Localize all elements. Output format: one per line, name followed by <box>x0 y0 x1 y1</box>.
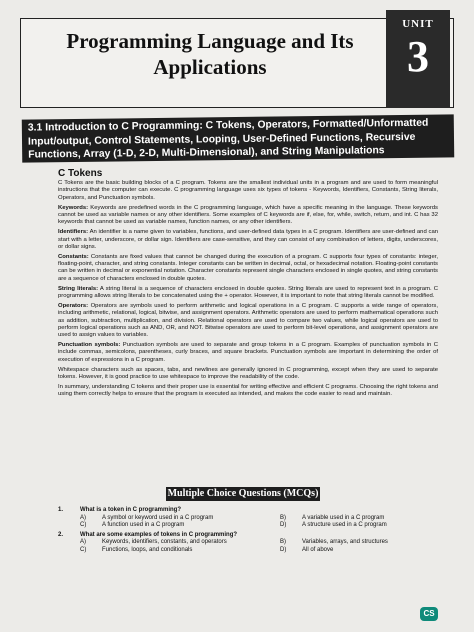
question-text: What is a token in C programming? <box>80 507 182 513</box>
option-letter: B) <box>280 514 286 521</box>
token-paragraph <box>58 384 438 398</box>
question-text: What are some examples of tokens in C programming? <box>80 531 238 538</box>
unit-title-line2: Applications <box>153 55 267 79</box>
option-letter: C) <box>80 546 87 553</box>
token-text: Constants are fixed values that cannot be changed during the execution of a program. C supports four types of constants: integer, floating-point, character, and string constants. Integer constants can be written in decimal, octal, or hexadecimal notation. Floating-point constants can be written in decimal or exponential notation. Character constants represent single characters enclosed in single quotes, and string constants are a sequence of characters enclosed in double quotes. <box>58 254 438 282</box>
token-paragraph <box>58 229 438 251</box>
token-paragraph <box>58 254 438 283</box>
option-letter: B) <box>280 539 286 546</box>
token-text: Operators are symbols used to perform arithmetic and logical operations in a C program. C supports a wide range of operators, including arithmetic, relational, logical, bitwise, and assignment operators. Arithmetic operators are used to perform mathematical operations such as addition, subtraction, multiplication, and division. Relational operators are used to compare two values, while logical operators are used to perform logical operations such as AND, OR, and NOT. Bitwise operators are used to perform bit-level operations, and assignment operators are used to assign values to variables. <box>58 303 438 339</box>
token-text: Keywords are predefined words in the C programming language, which have a specific meaning in the language. These keywords cannot be used as variable names or any other identifiers. Some examples of C keywords are if, else, for, while, switch, return, and int. C has 32 keywords that cannot be used as variable names, function names, or any other identifiers. <box>58 204 438 226</box>
token-text: In summary, understanding C tokens and their proper use is essential for writing effective and efficient C programs. Choosing the right tokens and using them correctly helps to ensure that the program is executed as intended, and makes the code easier to read and maintain. <box>58 384 438 398</box>
mcq-question <box>58 507 438 515</box>
option-text: A function used in a C program <box>102 522 185 529</box>
mcq-heading: Multiple Choice Questions (MCQs) <box>167 488 319 499</box>
token-text: Whitespace characters such as spaces, tabs, and newlines are generally ignored in C programming, except when they are used to separate tokens. However, it is good practice to use whitespace to improve the readability of the code. <box>58 366 438 381</box>
token-paragraph <box>58 205 438 227</box>
token-paragraph <box>58 303 438 339</box>
unit-label: UNIT <box>402 18 434 30</box>
c-tokens-heading: C Tokens <box>58 168 103 179</box>
mcq-question <box>58 532 438 540</box>
option-letter: A) <box>80 514 86 521</box>
option-text: A symbol or keyword used in a C program <box>102 514 214 521</box>
token-term: Keywords: <box>58 204 89 211</box>
c-tokens-section <box>58 170 438 402</box>
token-text: An identifier is a name given to variables, functions, and user-defined data types in a C program. Identifiers are user-defined and can start with a letter, underscore, or dollar sign. Identifiers are case-sensitive, and they can consist of any combination of letters, digits, underscores, or dollar signs. <box>58 229 438 250</box>
unit-number-tab <box>386 10 450 108</box>
section-heading: 3.1 Introduction to C Programming: C Tokens, Operators, Formatted/Unformatted Input/output, Control Statements, Looping, User-Defined Functions, Recursive Functions, Array (1-D, 2-D, Multi-Dimensional), and String Manipulations <box>22 114 454 162</box>
token-text: Punctuation symbols are used to separate and group tokens in a C program. Examples of punctuation symbols in C include commas, semicolons, parentheses, curly braces, and square brackets. Punctuation symbols are important in determining the order of execution of expressions in a C program. <box>58 342 438 363</box>
unit-title-line1: Programming Language and Its <box>66 29 354 53</box>
c-tokens-paragraphs <box>58 205 438 399</box>
option-text: A structure used in a C program <box>302 522 387 529</box>
question-number: 2. <box>58 531 64 538</box>
option-text: Functions, loops, and conditionals <box>102 546 193 553</box>
c-tokens-intro: C Tokens are the basic building blocks of a C program. Tokens are the smallest individual units in a program and are used to form meaningful instructions that the computer can execute. C programming language uses six types of tokens - Keywords, Identifiers, Constants, String literals, Operators, and Punctuation symbols. <box>58 180 438 201</box>
token-term: Punctuation symbols: <box>58 342 121 349</box>
option-letter: D) <box>280 546 287 553</box>
mcq-options <box>80 515 438 530</box>
mcq-options <box>80 539 438 554</box>
token-paragraph <box>58 342 438 364</box>
option-text: Variables, arrays, and structures <box>302 539 388 546</box>
token-term: String literals: <box>58 285 99 292</box>
token-term: Constants: <box>58 254 89 261</box>
option-letter: D) <box>280 522 287 529</box>
option-text: Keywords, identifiers, constants, and operators <box>102 539 227 546</box>
token-paragraph <box>58 286 438 300</box>
question-number: 1. <box>58 507 64 513</box>
camscanner-badge: CS <box>420 607 438 621</box>
unit-number: 3 <box>407 32 429 81</box>
option-letter: C) <box>80 522 87 529</box>
token-paragraph <box>58 367 438 381</box>
token-term: Operators: <box>58 303 89 310</box>
option-letter: A) <box>80 539 86 546</box>
option-text: A variable used in a C program <box>302 514 385 521</box>
token-term: Identifiers: <box>58 229 89 236</box>
mcq-list <box>58 505 438 555</box>
token-text: A string literal is a sequence of characters enclosed in double quotes. String literals are used to represent text in a program. C programming allows string literals to be concatenated using the + operator. However, it is important to note that string literals cannot be modified. <box>58 285 438 300</box>
unit-title <box>60 28 360 80</box>
option-text: All of above <box>302 546 334 553</box>
